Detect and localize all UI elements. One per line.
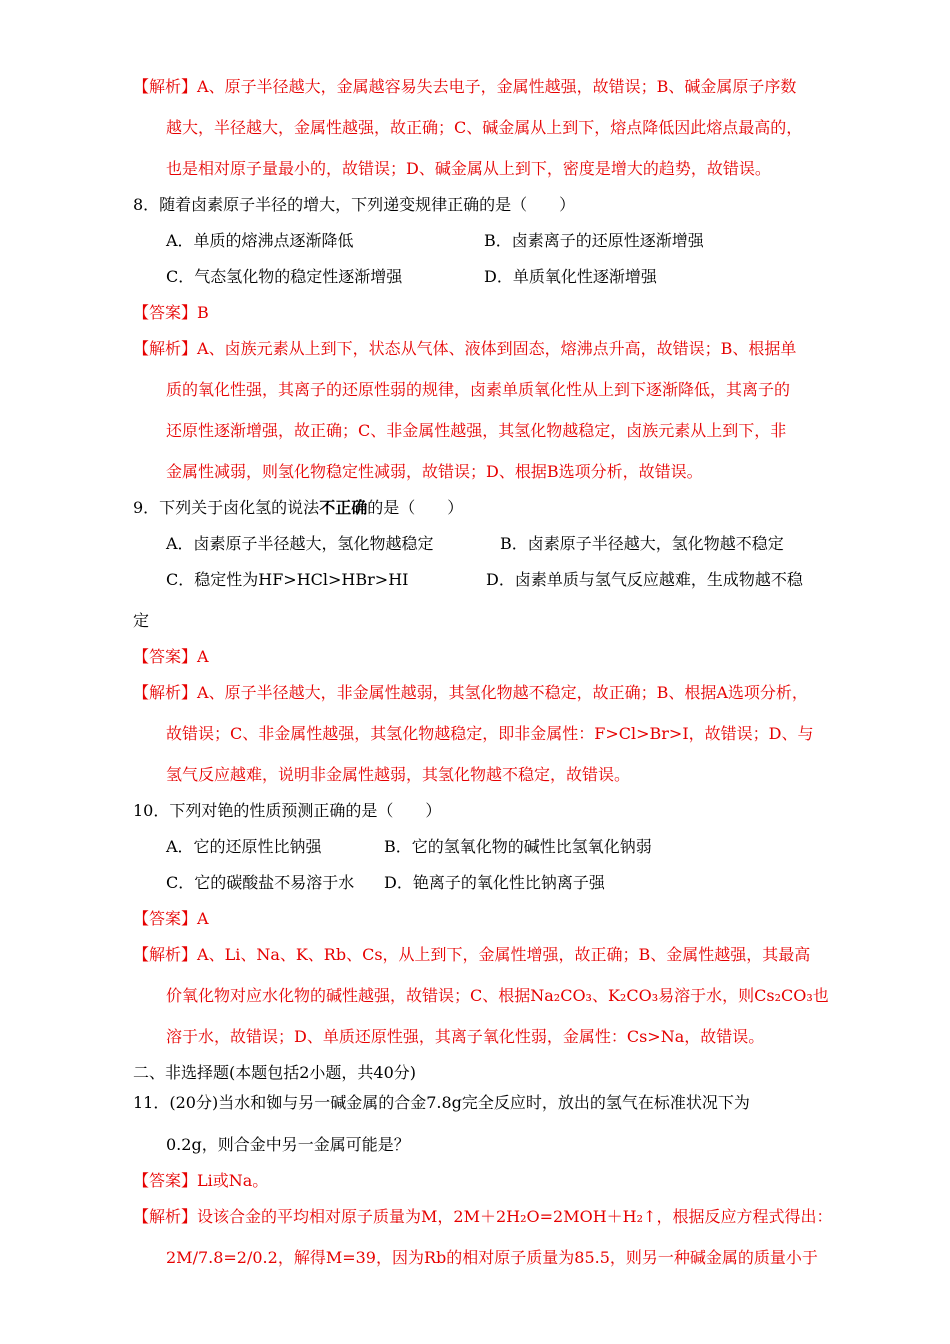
q10-option-b: B．它的氢氧化物的碱性比氢氧化钠弱 (384, 837, 652, 856)
q10-option-c: C．它的碳酸盐不易溶于水 (166, 873, 355, 892)
q9-option-d-wrap: 定 (133, 611, 150, 630)
q10-analysis-line-1: 【解析】A、Li、Na、K、Rb、Cs，从上到下，金属性增强，故正确；B、金属性越强，其最高 (133, 945, 811, 964)
q8-option-d: D．单质氧化性逐渐增强 (484, 267, 657, 286)
q8-stem: 8．随着卤素原子半径的增大，下列递变规律正确的是（ ） (133, 195, 576, 214)
q10-answer-value: A (197, 909, 209, 928)
q9-answer-value: A (197, 647, 209, 666)
q8-option-a: A．单质的熔沸点逐渐降低 (166, 231, 354, 250)
q8-analysis-line-2: 质的氧化性强，其离子的还原性弱的规律，卤素单质氧化性从上到下逐渐降低，其离子的 (166, 380, 791, 399)
q9-option-a: A．卤素原子半径越大，氢化物越稳定 (166, 534, 434, 553)
q9-answer (133, 646, 209, 668)
q11-stem-line-1: 11．(20分)当水和铷与另一碱金属的合金7.8g完全反应时，放出的氢气在标准状况下为 (133, 1093, 750, 1112)
analysis-tag: 【解析】 (133, 77, 198, 96)
q9-stem-emphasis: 不正确 (319, 498, 368, 517)
answer-tag: 【答案】 (133, 647, 198, 666)
q9-analysis-line-2: 故错误；C、非金属性越强，其氢化物越稳定，即非金属性：F>Cl>Br>I，故错误；D、与 (166, 724, 814, 743)
q7-analysis-line-3: 也是相对原子量最小的，故错误；D、碱金属从上到下，密度是增大的趋势，故错误。 (166, 159, 771, 178)
q9-analysis-line-3: 氢气反应越难，说明非金属性越弱，其氢化物越不稳定，故错误。 (166, 765, 631, 784)
q7-analysis-line-2: 越大，半径越大，金属性越强，故正确；C、碱金属从上到下，熔点降低因此熔点最高的， (166, 118, 803, 137)
q10-answer (133, 908, 209, 930)
q8-analysis-line-3: 还原性逐渐增强，故正确；C、非金属性越强，其氢化物越稳定，卤族元素从上到下，非 (166, 421, 787, 440)
answer-tag: 【答案】 (133, 303, 198, 322)
q11-answer-value: Li或Na。 (197, 1171, 269, 1190)
section-heading: 二、非选择题(本题包括2小题，共40分) (133, 1063, 417, 1082)
q11-analysis-line-2: 2M/7.8=2/0.2，解得M=39，因为Rb的相对原子质量为85.5，则另一种碱金属的质量小于 (166, 1248, 818, 1267)
q9-option-c: C．稳定性为HF>HCl>HBr>HI (166, 570, 409, 589)
analysis-tag: 【解析】 (133, 1207, 198, 1226)
analysis-tag: 【解析】 (133, 945, 198, 964)
answer-tag: 【答案】 (133, 909, 198, 928)
q9-analysis-line-1: 【解析】A、原子半径越大，非金属性越弱，其氢化物越不稳定，故正确；B、根据A选项分析， (133, 683, 808, 702)
q10-analysis-line-2: 价氧化物对应水化物的碱性越强，故错误；C、根据Na₂CO₃、K₂CO₃易溶于水，则Cs₂CO₃也 (166, 986, 829, 1005)
q8-analysis-line-4: 金属性减弱，则氢化物稳定性减弱，故错误；D、根据B选项分析，故错误。 (166, 462, 703, 481)
q11-answer (133, 1170, 268, 1192)
analysis-tag: 【解析】 (133, 683, 198, 702)
q9-option-b: B．卤素原子半径越大，氢化物越不稳定 (500, 534, 784, 553)
q9-option-d: D．卤素单质与氢气反应越难，生成物越不稳 (486, 570, 803, 589)
q8-answer (133, 302, 209, 324)
q8-option-b: B．卤素离子的还原性逐渐增强 (484, 231, 704, 250)
q10-option-d: D．铯离子的氧化性比钠离子强 (384, 873, 605, 892)
analysis-tag: 【解析】 (133, 339, 198, 358)
q11-analysis-line-1: 【解析】设该合金的平均相对原子质量为M，2M＋2H₂O=2MOH＋H₂↑，根据反应方程式得出： (133, 1207, 833, 1226)
q8-option-c: C．气态氢化物的稳定性逐渐增强 (166, 267, 403, 286)
q8-answer-value: B (197, 303, 209, 322)
q8-analysis-line-1: 【解析】A、卤族元素从上到下，状态从气体、液体到固态，熔沸点升高，故错误；B、根据单 (133, 339, 797, 358)
q7-analysis-line-1: 【解析】A、原子半径越大，金属越容易失去电子，金属性越强，故错误；B、碱金属原子序数 (133, 77, 797, 96)
q10-stem: 10．下列对铯的性质预测正确的是（ ） (133, 801, 442, 820)
q10-option-a: A．它的还原性比钠强 (166, 837, 322, 856)
answer-tag: 【答案】 (133, 1171, 198, 1190)
q10-analysis-line-3: 溶于水，故错误；D、单质还原性强，其离子氧化性弱，金属性：Cs>Na，故错误。 (166, 1027, 765, 1046)
q9-stem: 9．下列关于卤化氢的说法不正确的是（ ） (133, 498, 464, 517)
q11-stem-line-2: 0.2g，则合金中另一金属可能是？ (166, 1135, 410, 1154)
